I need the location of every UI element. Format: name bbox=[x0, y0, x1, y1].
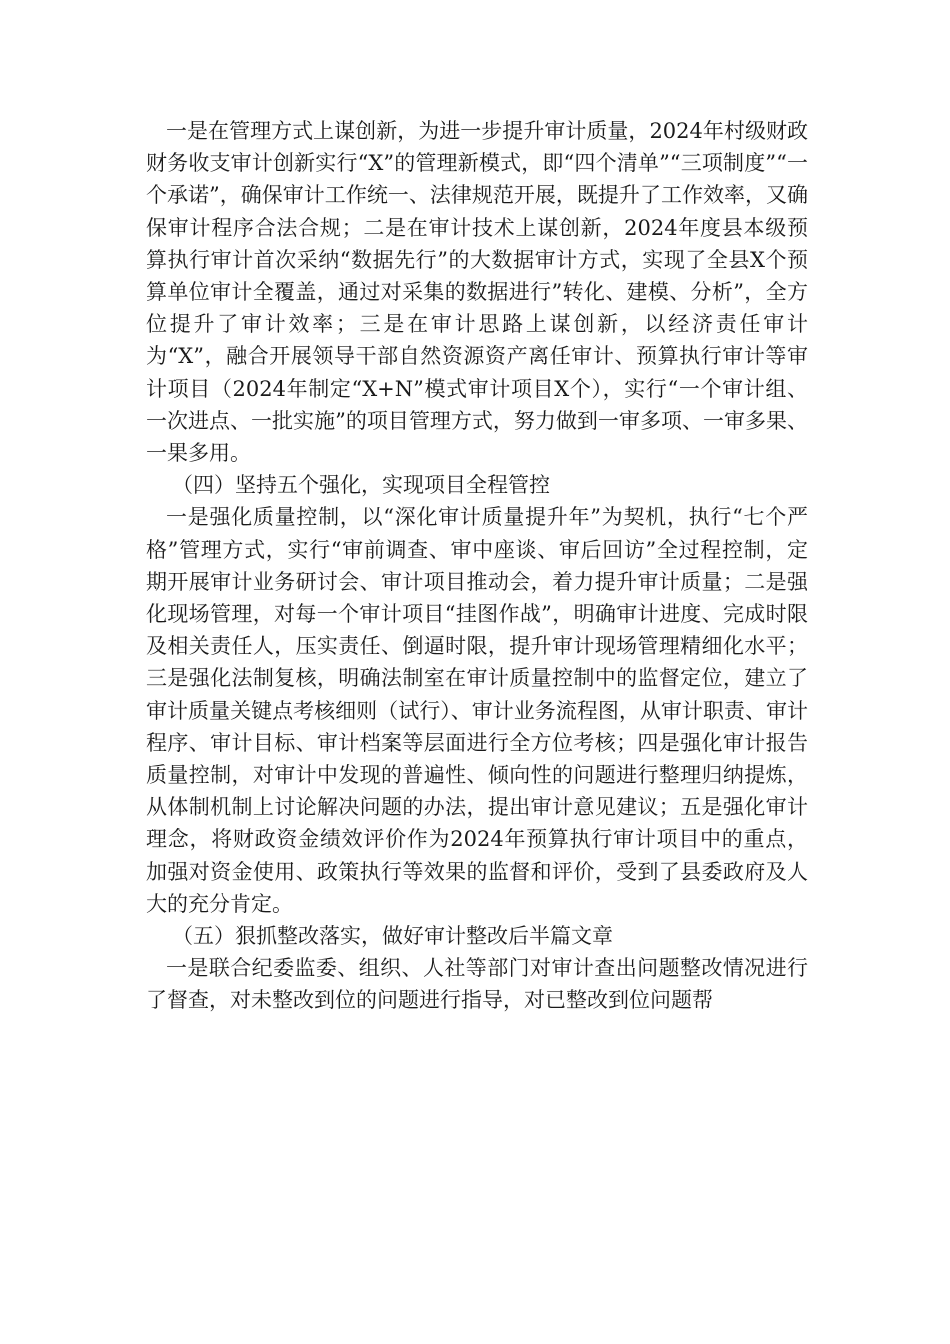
section-heading-four: （四）坚持五个强化，实现项目全程管控 bbox=[172, 473, 550, 498]
section-heading-five: （五）狠抓整改落实，做好审计整改后半篇文章 bbox=[172, 924, 613, 949]
paragraph-management-innovation: 一是在管理方式上谋创新，为进一步提升审计质量，2024年村级财政财务收支审计创新实行“X”的管理新模式，即“四个清单”“三项制度”“一个承诺”，确保审计工作统一、法律规范开展，既提升了工作效率，又确保审计程序合法合规；二是在审计技术上谋创新，2024年度县本级预算执行审计首次采纳“数据先行”的大数据审计方式，实现了全县X个预算单位审计全覆盖，通过对采集的数据进行”转化、建模、分析”，全方位提升了审计效率；三是在审计思路上谋创新，以经济责任审计为“X”，融合开展领导干部自然资源资产离任审计、预算执行审计等审计项目（2024年制定“X+N”模式审计项目X个），实行“一个审计组、一次进点、一批实施”的项目管理方式，努力做到一审多项、一审多果、一果多用。 bbox=[146, 119, 808, 466]
document-body bbox=[146, 115, 808, 1017]
paragraph-five-strengthenings: 一是强化质量控制，以“深化审计质量提升年”为契机，执行“七个严格”管理方式，实行“审前调查、审中座谈、审后回访”全过程控制，定期开展审计业务研讨会、审计项目推动会，着力提升审计质量；二是强化现场管理，对每一个审计项目“挂图作战”，明确审计进度、完成时限及相关责任人，压实责任、倒逼时限，提升审计现场管理精细化水平；三是强化法制复核，明确法制室在审计质量控制中的监督定位，建立了审计质量关键点考核细则（试行）、审计业务流程图，从审计职责、审计程序、审计目标、审计档案等层面进行全方位考核；四是强化审计报告质量控制，对审计中发现的普遍性、倾向性的问题进行整理归纳提炼，从体制机制上讨论解决问题的办法，提出审计意见建议；五是强化审计理念，将财政资金绩效评价作为2024年预算执行审计项目中的重点，加强对资金使用、政策执行等效果的监督和评价，受到了县委政府及人大的充分肯定。 bbox=[146, 505, 808, 916]
paragraph-rectification: 一是联合纪委监委、组织、人社等部门对审计查出问题整改情况进行了督查，对未整改到位的问题进行指导，对已整改到位问题帮 bbox=[146, 956, 808, 1013]
